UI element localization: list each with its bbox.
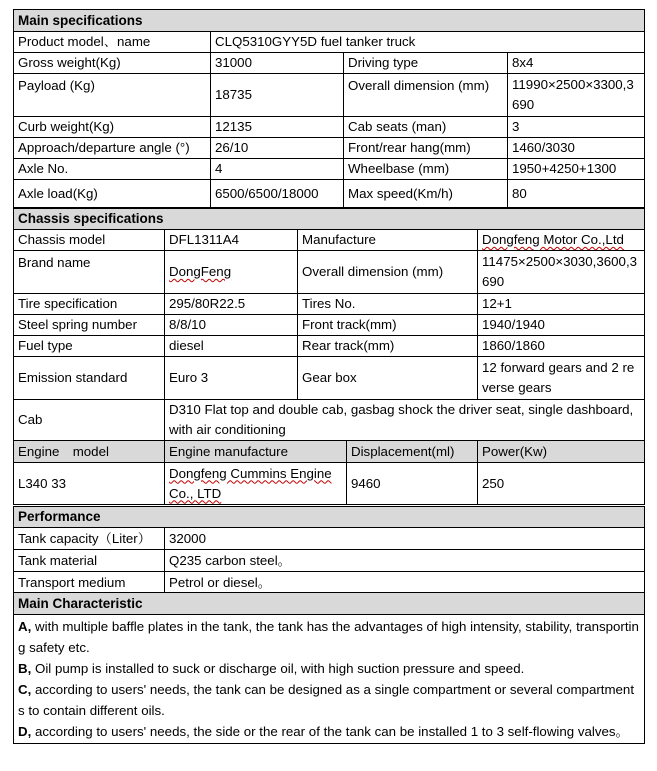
chassis-spec-table (13, 208, 645, 505)
characteristic-header (14, 593, 645, 615)
item-lead: B, (18, 661, 32, 676)
item-text: Oil pump is installed to suck or discharge oil, with high suction pressure and speed. (31, 661, 525, 676)
spec-value-text: DongFeng (169, 264, 232, 279)
characteristic-item (18, 679, 640, 721)
spec-label: Wheelbase (mm) (344, 159, 508, 180)
engine-model-header: Engine model (14, 441, 165, 463)
spec-value: 1460/3030 (508, 138, 645, 159)
engine-header-row (14, 441, 645, 463)
spec-label: Curb weight(Kg) (14, 117, 211, 138)
spec-label: Cab seats (man) (344, 117, 508, 138)
section-title: Chassis specifications (14, 209, 645, 230)
table-row (14, 230, 645, 251)
spec-value: 4 (211, 159, 344, 180)
section-title: Main Characteristic (14, 593, 645, 615)
spec-value: 1950+4250+1300 (508, 159, 645, 180)
table-row (14, 550, 645, 572)
spec-label: Tire specification (14, 294, 165, 315)
spec-value: 12 forward gears and 2 reverse gears (478, 357, 645, 400)
spec-label: Overall dimension (mm) (298, 251, 478, 294)
spec-label: Rear track(mm) (298, 336, 478, 357)
spec-value: Q235 carbon steel。 (165, 550, 645, 572)
item-text: with multiple baffle plates in the tank, the tank has the advantages of high intensity, stability, transporting safety etc. (18, 619, 639, 655)
characteristic-item (18, 616, 640, 658)
spec-value: 295/80R22.5 (165, 294, 298, 315)
table-row (14, 159, 645, 180)
engine-power-value: 250 (478, 463, 645, 505)
spec-value: 8/8/10 (165, 315, 298, 336)
spec-label: Approach/departure angle (°) (14, 138, 211, 159)
spec-label: Gross weight(Kg) (14, 53, 211, 74)
spec-label: Steel spring number (14, 315, 165, 336)
table-row (14, 463, 645, 505)
characteristic-table (13, 592, 645, 744)
cab-label: Cab (14, 400, 165, 441)
spec-label: Tank material (14, 550, 165, 572)
table-row (14, 74, 645, 117)
spec-label: Driving type (344, 53, 508, 74)
spec-value: 18735 (211, 74, 344, 117)
spec-value: Euro 3 (165, 357, 298, 400)
spec-value: 11990×2500×3300,3690 (508, 74, 645, 117)
spec-value: 31000 (211, 53, 344, 74)
cab-value: D310 Flat top and double cab, gasbag shock the driver seat, single dashboard, with air conditioning (165, 400, 645, 441)
table-row (14, 400, 645, 441)
spec-value (478, 230, 645, 251)
spec-value: Petrol or diesel。 (165, 572, 645, 594)
engine-manufacture-text: Dongfeng Cummins Engine Co., LTD (169, 465, 332, 501)
table-row (14, 138, 645, 159)
spec-value: 3 (508, 117, 645, 138)
item-lead: C, (18, 682, 32, 697)
spec-label: Tires No. (298, 294, 478, 315)
table-row (14, 294, 645, 315)
spec-label: Payload (Kg) (14, 74, 211, 117)
spec-value: 26/10 (211, 138, 344, 159)
spec-label: Chassis model (14, 230, 165, 251)
item-lead: D, (18, 724, 32, 739)
spec-value: 1940/1940 (478, 315, 645, 336)
spec-label: Emission standard (14, 357, 165, 400)
characteristic-item (18, 658, 640, 679)
spec-value: 32000 (165, 528, 645, 550)
characteristic-item (18, 721, 640, 742)
table-row (14, 572, 645, 594)
spec-value: 1860/1860 (478, 336, 645, 357)
engine-displacement-value: 9460 (347, 463, 478, 505)
spec-value (165, 251, 298, 294)
spec-label: Tank capacity（Liter） (14, 528, 165, 550)
characteristic-cell (14, 615, 645, 744)
spec-value: diesel (165, 336, 298, 357)
spec-label: Fuel type (14, 336, 165, 357)
spec-label: Transport medium (14, 572, 165, 594)
spec-value: 12+1 (478, 294, 645, 315)
chassis-spec-header (14, 209, 645, 230)
item-text: according to users' needs, the tank can be designed as a single compartment or several compartments to contain different oils. (18, 682, 635, 718)
engine-displacement-header: Displacement(ml) (347, 441, 478, 463)
table-row (14, 251, 645, 294)
spec-label: Overall dimension (mm) (344, 74, 508, 117)
spec-label: Axle load(Kg) (14, 180, 211, 208)
spec-label: Max speed(Km/h) (344, 180, 508, 208)
spec-value: 11475×2500×3030,3600,3690 (478, 251, 645, 294)
spec-value: 6500/6500/18000 (211, 180, 344, 208)
section-title: Performance (14, 507, 645, 528)
engine-manufacture-value (165, 463, 347, 505)
engine-power-header: Power(Kw) (478, 441, 645, 463)
spec-value: 8x4 (508, 53, 645, 74)
item-lead: A, (18, 619, 32, 634)
engine-manufacture-header: Engine manufacture (165, 441, 347, 463)
table-row (14, 53, 645, 74)
characteristic-body (14, 615, 645, 744)
main-spec-header (14, 10, 645, 32)
section-title: Main specifications (14, 10, 645, 32)
spec-label: Gear box (298, 357, 478, 400)
item-text: according to users' needs, the side or the rear of the tank can be installed 1 to 3 self-flowing valves。 (31, 724, 629, 739)
spec-label: Front track(mm) (298, 315, 478, 336)
spec-label: Front/rear hang(mm) (344, 138, 508, 159)
product-label: Product model、name (14, 32, 211, 53)
table-row (14, 357, 645, 400)
performance-header (14, 507, 645, 528)
spec-value: DFL1311A4 (165, 230, 298, 251)
spec-label: Manufacture (298, 230, 478, 251)
table-row (14, 336, 645, 357)
table-row (14, 315, 645, 336)
spec-value: 80 (508, 180, 645, 208)
engine-model-value: L340 33 (14, 463, 165, 505)
spec-value: 12135 (211, 117, 344, 138)
table-row (14, 32, 645, 53)
spec-label: Axle No. (14, 159, 211, 180)
table-row (14, 117, 645, 138)
table-row (14, 180, 645, 208)
spec-label: Brand name (14, 251, 165, 294)
main-spec-table (13, 9, 645, 208)
product-value: CLQ5310GYY5D fuel tanker truck (211, 32, 645, 53)
table-row (14, 528, 645, 550)
performance-table (13, 506, 645, 594)
spec-value-text: Dongfeng Motor Co.,Ltd (482, 232, 624, 247)
